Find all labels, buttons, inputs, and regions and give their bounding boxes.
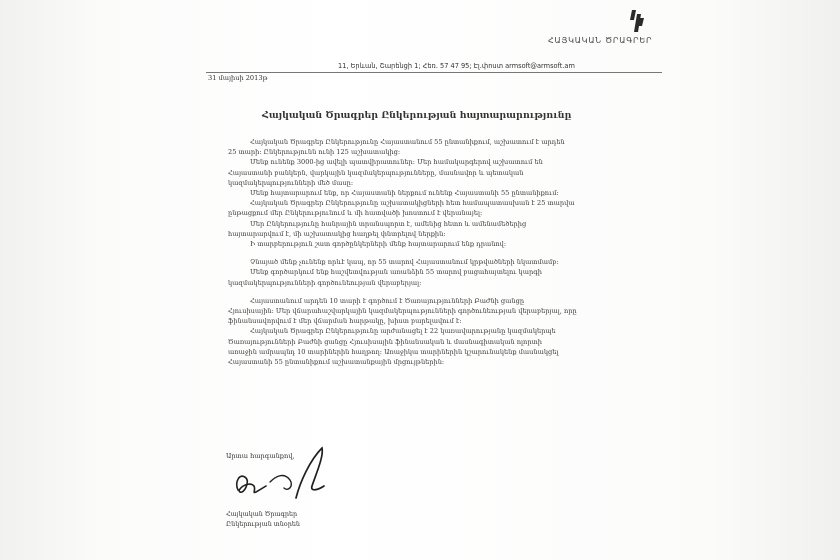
body-line: Հայաստանում արդեն 10 տարի է գործում է Ծառայությունների Բաժնի ցանցը <box>250 296 525 305</box>
body-line: Հայաստանի 55 ընտանիքում աշխատանքային մրցույթներին: <box>228 358 445 367</box>
body-line: հայտարարվում է, մի աշխատակից հաղթել փնտրելով ներքին: <box>228 229 446 238</box>
closing-salutation: Արտա հարգանքով, <box>226 452 295 460</box>
body-line: Հայկական Ծրագրեր Ընկերությունը Հայաստանում 55 ընտանիքում, աշխատում է արդեն <box>250 138 565 146</box>
signer-block <box>226 510 300 529</box>
body-line: առաջին ամրապնդ 10 տարիներին հաղթող: Առաջիկա տարիներին կշարունակենք մասնակցել <box>228 347 559 356</box>
header-divider <box>206 72 662 73</box>
letter-date: 31 մայիսի 2013թ <box>208 74 268 82</box>
signer-title: Ընկերության տնօրեն <box>226 519 300 528</box>
signer-organization: Հայկական Ծրագրեր <box>226 510 298 518</box>
body-line: Հայկական Ծրագրեր Ընկերությունը աշխատակիցների հետ համապատասխան է 25 տարվա <box>250 199 575 208</box>
letter-body <box>228 137 636 367</box>
letter-title: Հայկական Ծրագրեր Ընկերության հայտարարությունը <box>262 110 572 121</box>
body-line: Ի տարբերություն շատ գործընկերների մենք հայտարարում ենք դրանով: <box>250 240 507 249</box>
body-line: Հայաստանի բանկերն, վարկային կազմակերպությունները, մասնավոր և պետական <box>228 168 524 177</box>
handwritten-signature <box>226 442 356 512</box>
organization-name: ՀԱՅԿԱԿԱՆ ԾՐԱԳՐԵՐ <box>548 36 653 45</box>
address-line: 11, Երևան, Շարենցի 1; Հեռ. 57 47 95; Էլ.փոստ armsoft@armsoft.am <box>338 62 575 70</box>
body-line: Մեր Ընկերությունը հանրային տրանսպորտ է, ամենից հետո և ամենամեծերից <box>250 219 527 228</box>
body-line: Մենք ունենք 3000-ից ավելի պատվիրատուներ: Մեր համակարգերով աշխատում են <box>250 158 543 167</box>
body-line: Ծառայությունների Բաժնի ցանցը Հյուսիսային ֆինանսական և մասնագիտական ոլորտի <box>228 337 542 346</box>
body-line: կազմակերպությունների մեծ մասը: <box>228 178 354 187</box>
body-line: Մենք հայտարարում ենք, որ Հայաստանի ներքում ունենք Հայաստանի 55 ընտանիքում: <box>250 189 559 198</box>
body-line: կազմակերպությունների գործունեության վերաբերյալ: <box>228 278 422 287</box>
body-line: Հյուսիսային: Մեր վճարահաշվարկային կազմակերպությունների գործունեության վերաբերյալ, որը <box>228 307 577 316</box>
body-line: ընթացքում մեր Ընկերությունում և մի հատվածի խոստում է վերանայել: <box>228 209 483 218</box>
body-line: 25 տարի: Ընկերությունն ունի 125 աշխատակից: <box>228 148 401 157</box>
company-logo-icon <box>626 8 648 34</box>
body-line: Չնայած մենք չունենք որևէ կապ, որ 55 տարով Հայաստանում կրթվածների նկատմամբ: <box>250 258 559 267</box>
body-line: Հայկական Ծրագրեր Ընկերությունը արժանացել է 22 կառավարությանը կազմակերպե <box>250 327 556 336</box>
body-line: Մենք գործարկում ենք հաշվետվության առանձին 55 տարով բացահայտելու կարգի <box>250 268 542 277</box>
body-line: ֆինանսավորվում է մեր վճարման հարթակը, խիստ բարելավում է: <box>228 317 462 326</box>
